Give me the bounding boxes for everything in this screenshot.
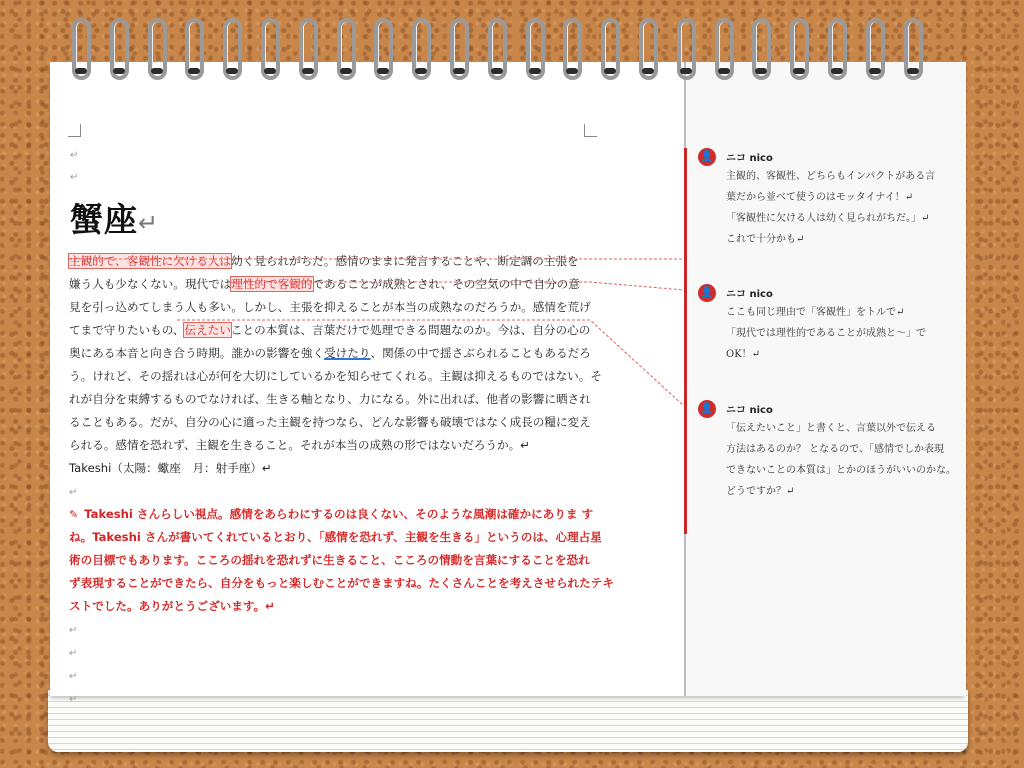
comment-line: できないことの本質は」とかのほうがいいのかな。: [726, 465, 956, 476]
comment-body: [726, 302, 958, 365]
text-run: ことの本質は、言葉だけで処理できる問題なのか。今は、自分の心の: [230, 323, 591, 337]
feedback-line: [69, 572, 614, 595]
binding-hole: [340, 68, 352, 74]
document-title[interactable]: [70, 194, 159, 241]
document-line: [69, 388, 589, 411]
binding-hole: [226, 68, 238, 74]
empty-paragraph: [69, 664, 589, 687]
empty-paragraph: [69, 618, 589, 641]
comment-line: 「伝えたいこと」と書くと、言葉以外で伝える: [726, 423, 936, 434]
comment-line: OK！↵: [726, 349, 761, 360]
feedback-text: ね。Takeshi さんが書いてくれているとおり、「感情を恐れず、主観を生きる」というのは、心理占星: [69, 530, 602, 544]
user-avatar-icon: 👤: [698, 148, 716, 166]
comment-line: 「客観性に欠ける人は幼く見られがちだ。」↵: [726, 213, 930, 224]
user-avatar-icon: 👤: [698, 284, 716, 302]
binding-hole: [264, 68, 276, 74]
text-run: 嫌う人も少なくない。現代では: [69, 277, 232, 291]
paragraph-mark: ↵: [70, 172, 79, 183]
binding-hole: [831, 68, 843, 74]
binding-hole: [151, 68, 163, 74]
comment-author: ニコ nico: [726, 405, 773, 416]
comment-author: ニコ nico: [726, 153, 773, 164]
commented-text-highlight[interactable]: 主観的で、客観性に欠ける人は: [69, 254, 232, 268]
comment-line: これで十分かも↵: [726, 234, 805, 245]
document-line: [69, 319, 589, 342]
user-avatar-icon: 👤: [698, 400, 716, 418]
document-line: [69, 342, 589, 365]
document-body[interactable]: [69, 250, 614, 710]
binding-hole: [718, 68, 730, 74]
text-run: 奥にある本音と向き合う時期。誰かの影響を強く: [69, 346, 325, 360]
comment-card[interactable]: [698, 284, 956, 369]
text-run: ることもある。だが、自分の心に適った主観を持つなら、どんな影響も破壊ではなく成長の糧に変え: [69, 415, 591, 429]
binding-hole: [302, 68, 314, 74]
text-run: 、関係の中で揺さぶられることもあるだろ: [370, 346, 591, 360]
document-line: [69, 296, 589, 319]
paragraph-mark: ↵: [69, 648, 78, 659]
binding-hole: [755, 68, 767, 74]
document-line: [69, 250, 589, 273]
feedback-text: Takeshi さんらしい視点。感情をあらわにするのは良くない、そのような風潮は確かにありま す: [84, 507, 594, 521]
comment-line: 「現代では理性的であることが成熟と～」で: [726, 328, 926, 339]
spiral-binding: [0, 0, 1024, 90]
feedback-text: ストでした。ありがとうございます。↵: [69, 599, 275, 613]
binding-hole: [869, 68, 881, 74]
text-run: う。けれど、その揺れは心が何を大切にしているかを知らせてくれる。主観は抑えるものではない。そ: [69, 369, 602, 383]
text-run: Takeshi（太陽：蠍座 月：射手座）↵: [69, 461, 272, 475]
binding-hole: [529, 68, 541, 74]
binding-hole: [491, 68, 503, 74]
paragraph-mark: ↵: [69, 694, 78, 705]
comment-line: ここも同じ理由で「客観性」をトルで↵: [726, 307, 905, 318]
document-line: [69, 411, 589, 434]
binding-hole: [793, 68, 805, 74]
comment-line: 葉だから並べて使うのはモッタイナイ！↵: [726, 192, 914, 203]
document-line: [69, 365, 602, 388]
binding-hole: [604, 68, 616, 74]
binding-hole: [453, 68, 465, 74]
comment-line: どうですか？↵: [726, 486, 795, 497]
document-line: [69, 457, 589, 480]
paragraph-mark: ↵: [69, 487, 78, 498]
comment-card[interactable]: [698, 148, 956, 254]
paragraph-mark: ↵: [70, 150, 79, 161]
comments-pane: [684, 62, 966, 696]
feedback-line: [69, 503, 594, 526]
paragraph-mark: ↵: [69, 625, 78, 636]
comment-body: [726, 418, 958, 502]
commented-text-highlight[interactable]: 理性的で客観的: [231, 277, 313, 291]
text-run: であることが成熟とされ、その空気の中で自分の意: [312, 277, 580, 291]
paragraph-mark: ↵: [69, 671, 78, 682]
text-run: てまで守りたいもの、: [69, 323, 185, 337]
feedback-text: 術の目標でもあります。こころの揺れを恐れずに生きること、こころの情動を言葉にすることを恐れ: [69, 553, 590, 567]
binding-hole: [415, 68, 427, 74]
binding-hole: [566, 68, 578, 74]
feedback-line: [69, 549, 589, 572]
text-run: れが自分を束縛するものでなければ、生きる軸となり、力になる。外に出れば、他者の影響に晒され: [69, 392, 591, 406]
comment-indicator-bar: [684, 148, 687, 534]
empty-paragraph: [69, 687, 589, 710]
paragraph-mark: ↵: [138, 209, 160, 237]
commented-text-highlight[interactable]: 伝えたい: [184, 323, 231, 337]
feedback-line: [69, 595, 589, 618]
comment-body: [726, 166, 958, 250]
binding-hole: [642, 68, 654, 74]
pencil-icon: ✎: [69, 508, 79, 521]
binding-hole: [377, 68, 389, 74]
comment-line: 方法はあるのか？ となるので、「感情でしか表現: [726, 444, 944, 455]
margin-corner-right: [584, 124, 597, 137]
binding-hole: [75, 68, 87, 74]
binding-hole: [113, 68, 125, 74]
comment-card[interactable]: [698, 400, 956, 506]
margin-corner-left: [68, 124, 81, 137]
title-text: 蟹座: [70, 200, 138, 239]
document-line: [69, 273, 589, 296]
comment-author: ニコ nico: [726, 289, 773, 300]
text-run: 幼く見られがちだ。感情のままに発言することや、断定調の主張を: [231, 254, 579, 268]
document-area[interactable]: [50, 62, 684, 705]
empty-paragraph: [69, 641, 589, 664]
binding-hole: [907, 68, 919, 74]
feedback-text: ず表現することができたら、自分をもっと楽しむことができますね。たくさんことを考えさせられたテキ: [69, 576, 614, 590]
empty-paragraph: [69, 480, 589, 503]
spellcheck-underline-text: 受けたり: [324, 346, 371, 360]
notebook-page: [50, 62, 964, 705]
document-line: [69, 434, 589, 457]
text-run: 見を引っ込めてしまう人も多い。しかし、主張を抑えることが本当の成熟なのだろうか。感情を荒げ: [69, 300, 591, 314]
text-run: られる。感情を恐れず、主観を生きること。それが本当の成熟の形ではないだろうか。↵: [69, 438, 530, 452]
comment-line: 主観的、客観性、どちらもインパクトがある言: [726, 171, 936, 182]
binding-hole: [680, 68, 692, 74]
feedback-line: [69, 526, 602, 549]
binding-hole: [188, 68, 200, 74]
